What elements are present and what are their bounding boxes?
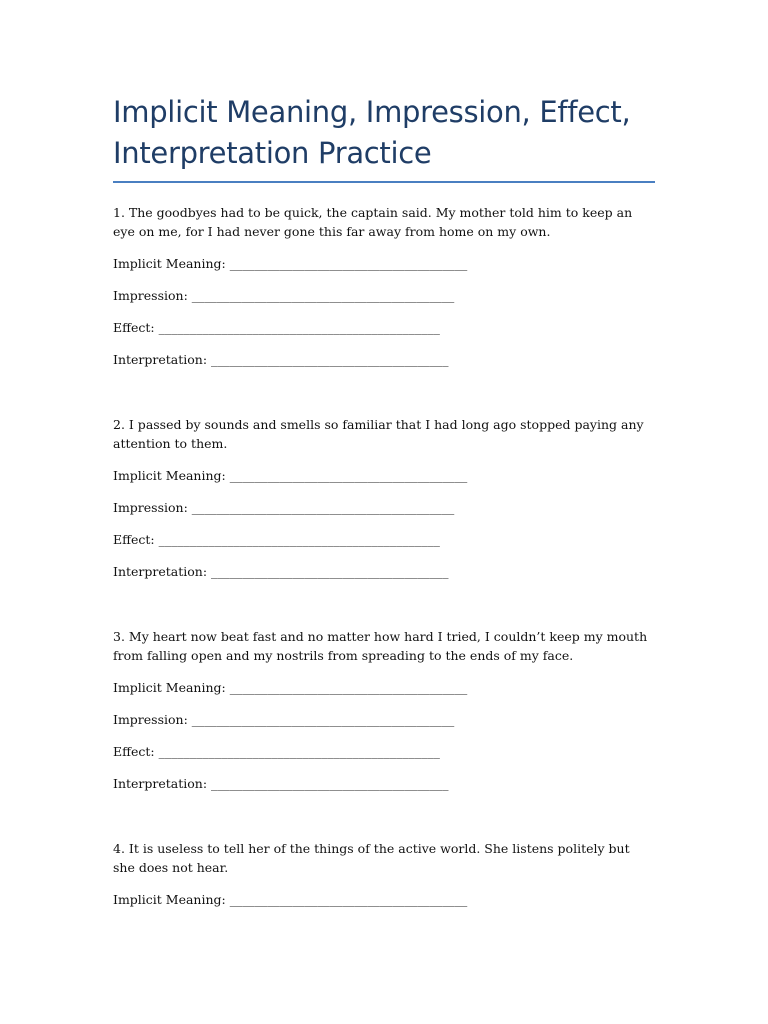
effect-field[interactable]: Effect: _____________________________________________ <box>113 320 440 335</box>
question-text: 4. It is useless to tell her of the things of the active world. She listens politely but she does not hear. <box>113 841 630 875</box>
document-page <box>113 92 655 955</box>
impression-field[interactable]: Impression: __________________________________________ <box>113 712 455 727</box>
implicit-meaning-field[interactable]: Implicit Meaning: ______________________________________ <box>113 892 468 907</box>
implicit-meaning-field[interactable]: Implicit Meaning: ______________________________________ <box>113 468 468 483</box>
interpretation-field[interactable]: Interpretation: ______________________________________ <box>113 564 449 579</box>
question-4 <box>113 839 655 909</box>
implicit-meaning-field[interactable]: Implicit Meaning: ______________________________________ <box>113 256 468 271</box>
question-text: 3. My heart now beat fast and no matter how hard I tried, I couldn’t keep my mouth from falling open and my nostrils from spreading to the ends of my face. <box>113 629 648 663</box>
question-1 <box>113 203 655 369</box>
question-text: 2. I passed by sounds and smells so familiar that I had long ago stopped paying any attention to them. <box>113 417 644 451</box>
impression-field[interactable]: Impression: __________________________________________ <box>113 500 455 515</box>
effect-field[interactable]: Effect: _____________________________________________ <box>113 744 440 759</box>
question-2 <box>113 415 655 581</box>
question-text: 1. The goodbyes had to be quick, the captain said. My mother told him to keep an eye on me, for I had never gone this far away from home on my own. <box>113 205 633 239</box>
question-3 <box>113 627 655 793</box>
title-underline <box>113 181 655 183</box>
interpretation-field[interactable]: Interpretation: ______________________________________ <box>113 352 449 367</box>
implicit-meaning-field[interactable]: Implicit Meaning: ______________________________________ <box>113 680 468 695</box>
effect-field[interactable]: Effect: _____________________________________________ <box>113 532 440 547</box>
interpretation-field[interactable]: Interpretation: ______________________________________ <box>113 776 449 791</box>
impression-field[interactable]: Impression: __________________________________________ <box>113 288 455 303</box>
page-title: Implicit Meaning, Impression, Effect, Interpretation Practice <box>113 95 631 170</box>
